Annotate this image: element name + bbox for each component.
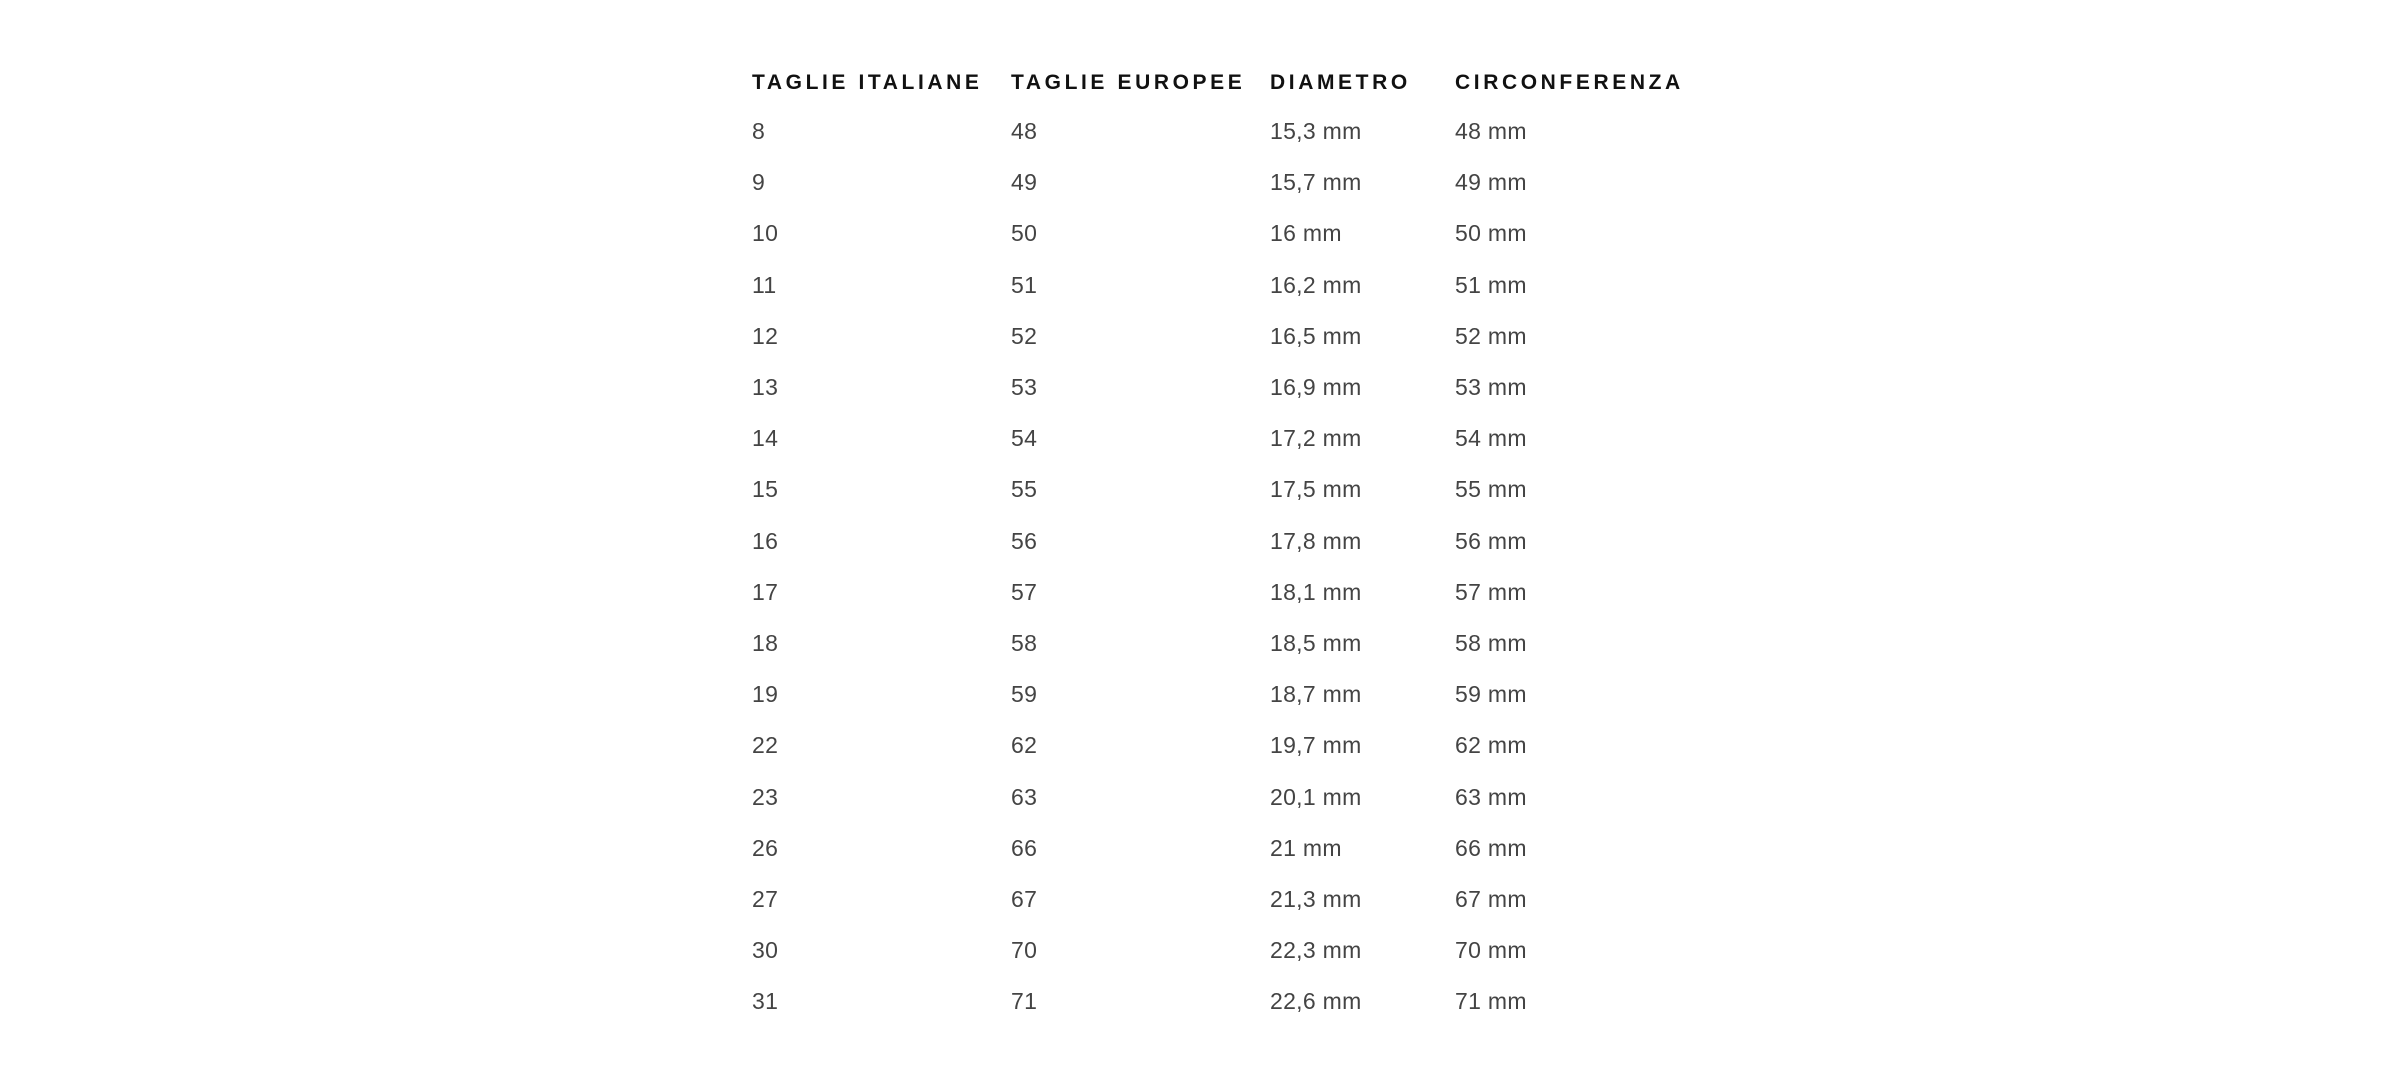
circumference-cell: 52 mm [1455,322,1527,349]
table-header [752,60,1715,106]
diameter-cell: 15,3 mm [1270,118,1362,145]
header-european-sizes: TAGLIE EUROPEE [1011,71,1246,94]
table-row [752,618,1715,669]
circumference-cell: 58 mm [1455,629,1527,656]
circumference-cell: 66 mm [1455,834,1527,861]
european-size-cell: 57 [1011,578,1038,605]
circumference-cell: 48 mm [1455,118,1527,145]
european-size-cell: 48 [1011,118,1038,145]
italian-size-cell: 10 [752,220,779,247]
diameter-cell: 16,5 mm [1270,322,1362,349]
italian-size-cell: 27 [752,885,779,912]
european-size-cell: 55 [1011,476,1038,503]
header-italian-sizes: TAGLIE ITALIANE [752,71,983,94]
european-size-cell: 59 [1011,681,1038,708]
european-size-cell: 62 [1011,732,1038,759]
ring-size-table [752,60,1715,1027]
table-body [752,106,1715,1027]
diameter-cell: 22,6 mm [1270,988,1362,1015]
table-row [752,720,1715,771]
circumference-cell: 62 mm [1455,732,1527,759]
european-size-cell: 50 [1011,220,1038,247]
italian-size-cell: 19 [752,681,779,708]
circumference-cell: 67 mm [1455,885,1527,912]
diameter-cell: 21 mm [1270,834,1342,861]
header-diameter: DIAMETRO [1270,71,1411,94]
table-row [752,260,1715,311]
table-row [752,976,1715,1027]
table-row [752,464,1715,515]
italian-size-cell: 9 [752,169,766,196]
italian-size-cell: 31 [752,988,779,1015]
european-size-cell: 70 [1011,937,1038,964]
circumference-cell: 49 mm [1455,169,1527,196]
european-size-cell: 66 [1011,834,1038,861]
diameter-cell: 16,9 mm [1270,374,1362,401]
table-row [752,208,1715,259]
italian-size-cell: 16 [752,527,779,554]
circumference-cell: 51 mm [1455,271,1527,298]
diameter-cell: 17,5 mm [1270,476,1362,503]
table-row [752,823,1715,874]
table-row [752,413,1715,464]
circumference-cell: 54 mm [1455,425,1527,452]
italian-size-cell: 14 [752,425,779,452]
diameter-cell: 21,3 mm [1270,885,1362,912]
european-size-cell: 51 [1011,271,1038,298]
table-row [752,106,1715,157]
italian-size-cell: 17 [752,578,779,605]
diameter-cell: 18,1 mm [1270,578,1362,605]
european-size-cell: 67 [1011,885,1038,912]
table-row [752,362,1715,413]
diameter-cell: 15,7 mm [1270,169,1362,196]
table-row [752,771,1715,822]
italian-size-cell: 18 [752,629,779,656]
diameter-cell: 17,8 mm [1270,527,1362,554]
european-size-cell: 63 [1011,783,1038,810]
table-row [752,567,1715,618]
italian-size-cell: 12 [752,322,779,349]
circumference-cell: 63 mm [1455,783,1527,810]
circumference-cell: 55 mm [1455,476,1527,503]
european-size-cell: 71 [1011,988,1038,1015]
diameter-cell: 19,7 mm [1270,732,1362,759]
european-size-cell: 58 [1011,629,1038,656]
diameter-cell: 20,1 mm [1270,783,1362,810]
italian-size-cell: 22 [752,732,779,759]
circumference-cell: 53 mm [1455,374,1527,401]
diameter-cell: 17,2 mm [1270,425,1362,452]
italian-size-cell: 11 [752,271,777,298]
italian-size-cell: 23 [752,783,779,810]
italian-size-cell: 15 [752,476,779,503]
circumference-cell: 59 mm [1455,681,1527,708]
circumference-cell: 70 mm [1455,937,1527,964]
header-row [752,60,1715,106]
table-row [752,516,1715,567]
european-size-cell: 49 [1011,169,1038,196]
italian-size-cell: 8 [752,118,766,145]
circumference-cell: 50 mm [1455,220,1527,247]
diameter-cell: 22,3 mm [1270,937,1362,964]
diameter-cell: 16 mm [1270,220,1342,247]
italian-size-cell: 26 [752,834,779,861]
italian-size-cell: 30 [752,937,779,964]
diameter-cell: 18,5 mm [1270,629,1362,656]
italian-size-cell: 13 [752,374,779,401]
table-row [752,669,1715,720]
european-size-cell: 54 [1011,425,1038,452]
circumference-cell: 57 mm [1455,578,1527,605]
circumference-cell: 71 mm [1455,988,1527,1015]
diameter-cell: 16,2 mm [1270,271,1362,298]
european-size-cell: 53 [1011,374,1038,401]
european-size-cell: 56 [1011,527,1038,554]
circumference-cell: 56 mm [1455,527,1527,554]
european-size-cell: 52 [1011,322,1038,349]
table-row [752,157,1715,208]
table-row [752,311,1715,362]
header-circumference: CIRCONFERENZA [1455,71,1684,94]
table-row [752,874,1715,925]
table-row [752,925,1715,976]
diameter-cell: 18,7 mm [1270,681,1362,708]
